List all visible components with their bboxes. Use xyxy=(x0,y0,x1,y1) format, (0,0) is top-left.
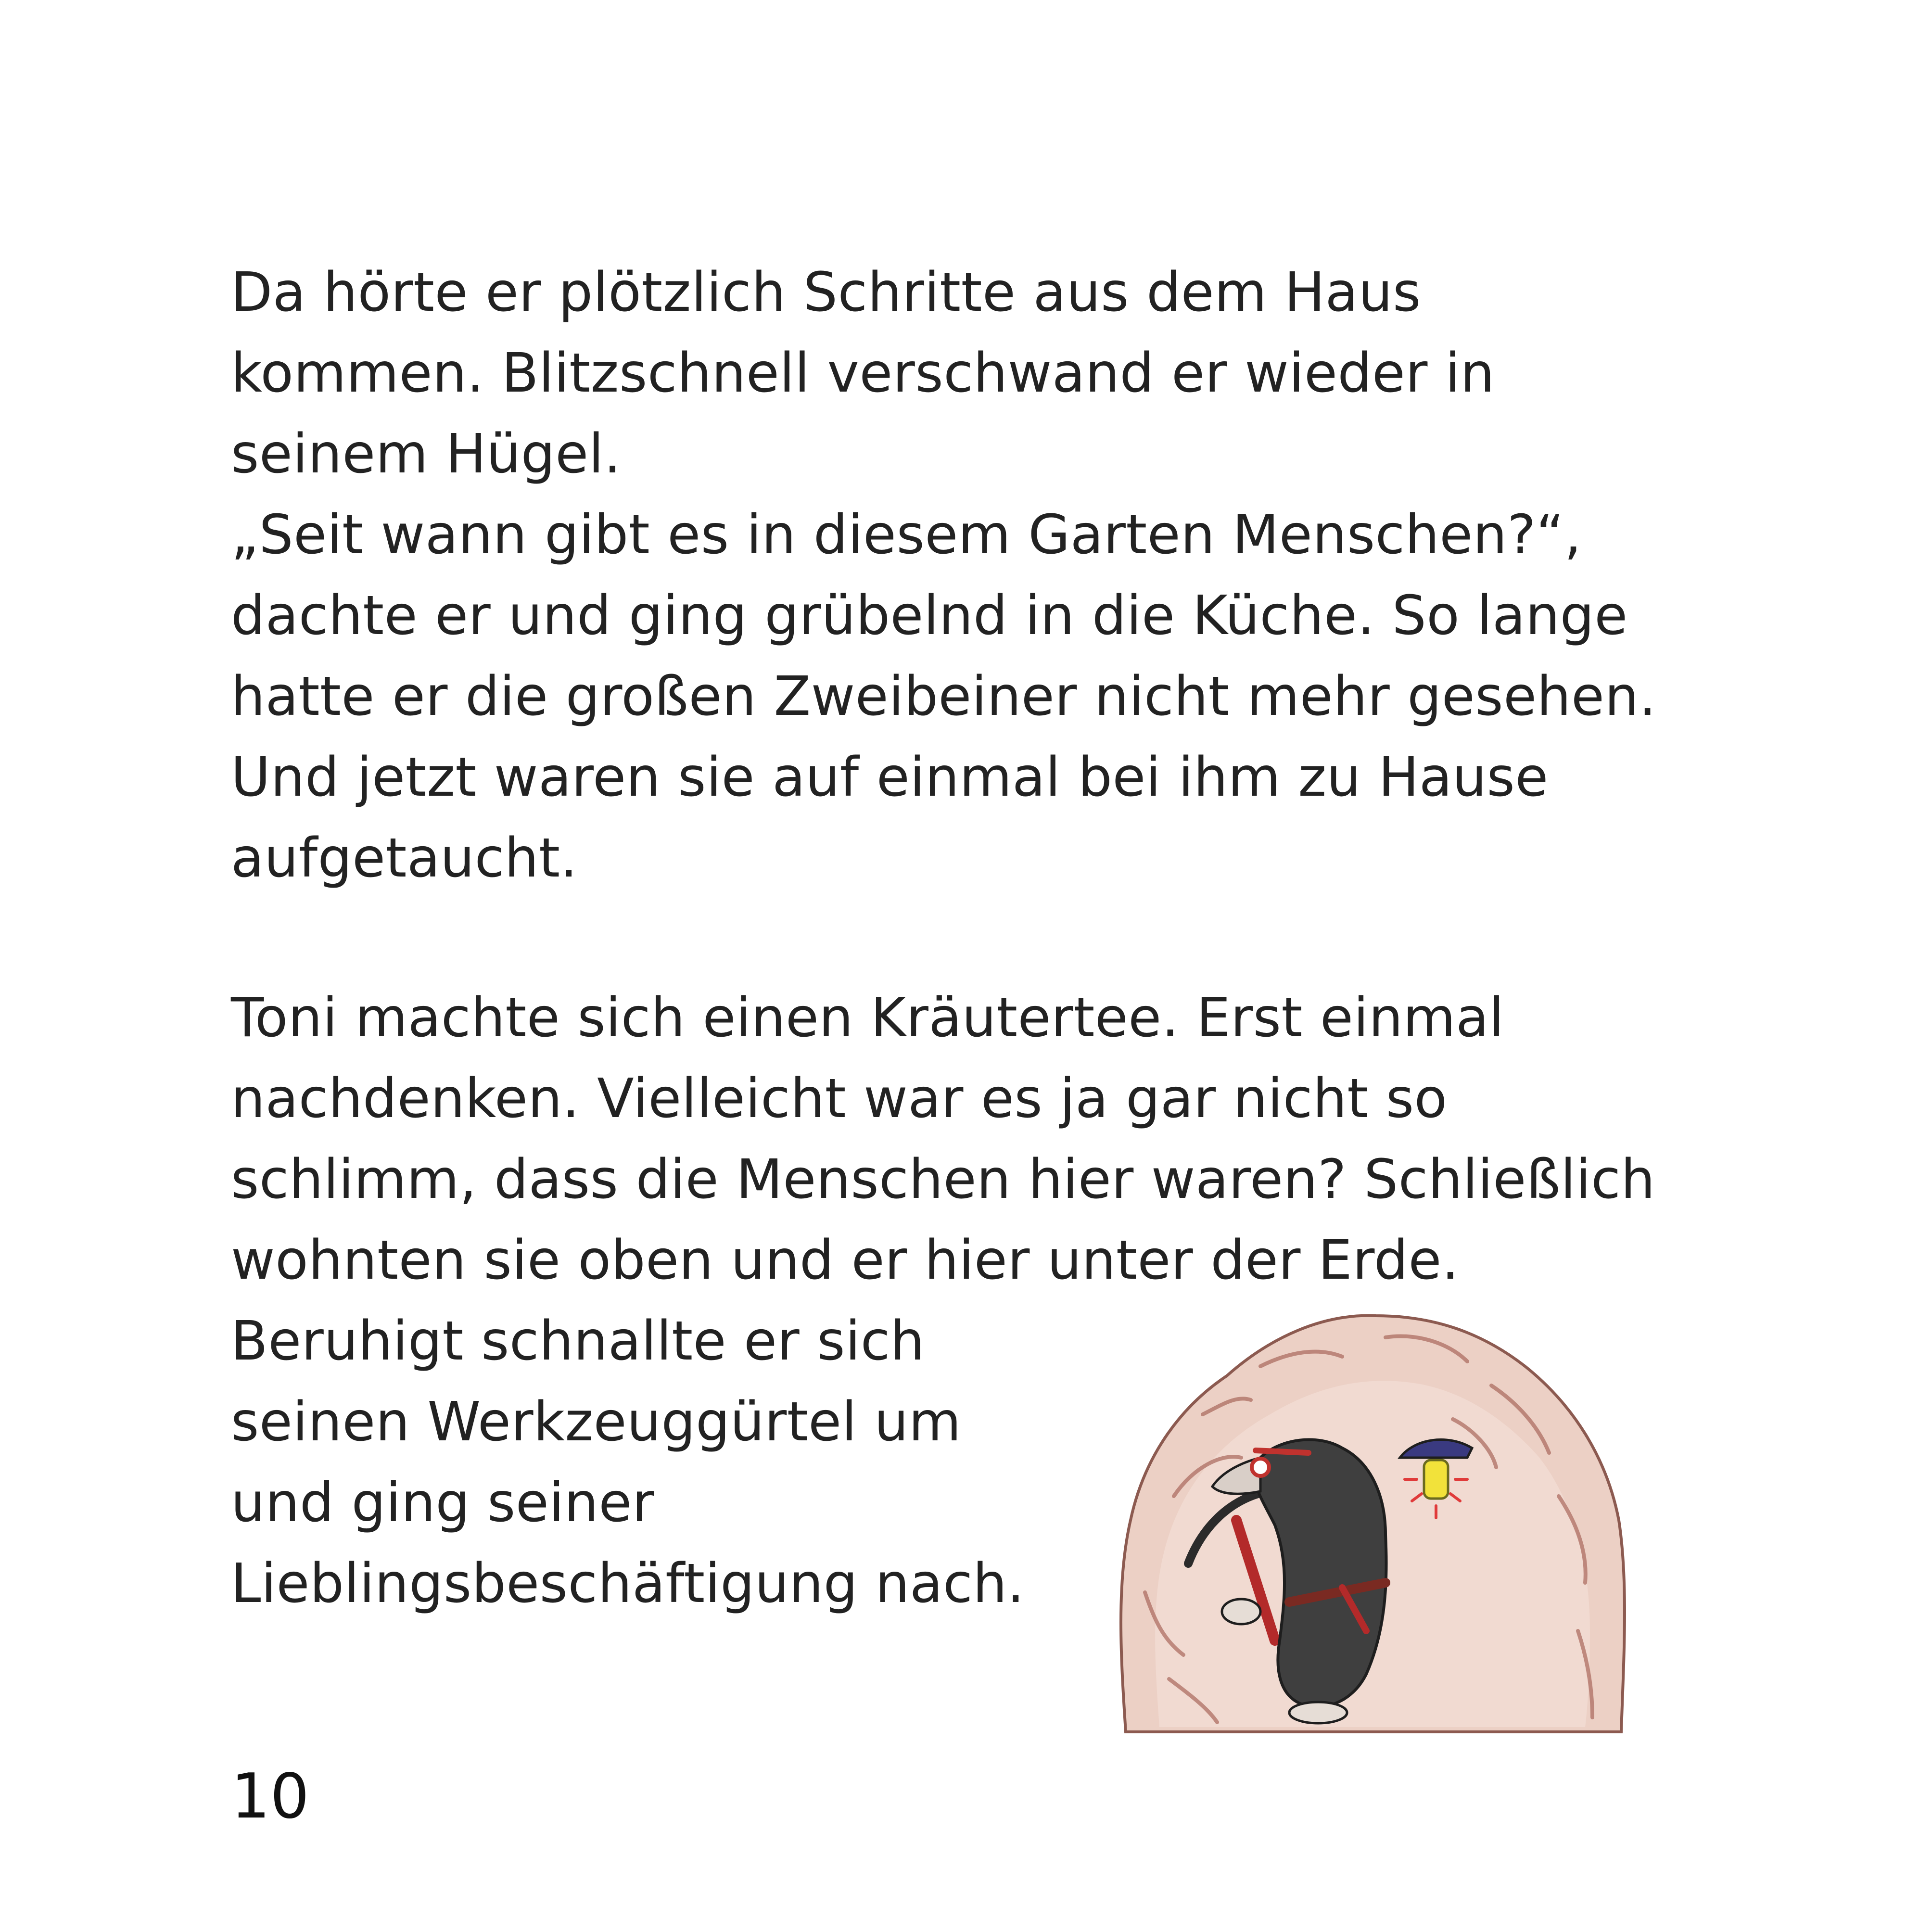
text-line: Da hörte er plötzlich Schritte aus dem Haus xyxy=(231,261,1421,324)
text-line: schlimm, dass die Menschen hier waren? Schließlich xyxy=(231,1148,1655,1211)
page-number: 10 xyxy=(231,1761,309,1832)
text-line: Und jetzt waren sie auf einmal bei ihm zu Hause xyxy=(231,746,1549,809)
text-line: dachte er und ging grübelnd in die Küche. So lange xyxy=(231,585,1628,647)
mole-tunnel-illustration xyxy=(1116,1294,1631,1737)
paragraph-1 xyxy=(231,252,1722,899)
text-line: „Seit wann gibt es in diesem Garten Menschen?“, xyxy=(231,504,1582,566)
text-line: Lieblingsbeschäftigung nach. xyxy=(231,1552,1025,1615)
text-line: seinen Werkzeuggürtel um xyxy=(231,1391,962,1453)
text-line: seinem Hügel. xyxy=(231,423,622,485)
text-line: Beruhigt schnallte er sich xyxy=(231,1310,925,1373)
text-line: wohnten sie oben und er hier unter der Erde. xyxy=(231,1229,1459,1292)
text-line: nachdenken. Vielleicht war es ja gar nicht so xyxy=(231,1068,1448,1130)
text-line: Toni machte sich einen Kräutertee. Erst einmal xyxy=(231,987,1504,1049)
text-line: und ging seiner xyxy=(231,1472,655,1534)
text-line: hatte er die großen Zweibeiner nicht mehr gesehen. xyxy=(231,665,1657,728)
text-line: kommen. Blitzschnell verschwand er wieder in xyxy=(231,342,1495,405)
text-line: aufgetaucht. xyxy=(231,827,578,890)
